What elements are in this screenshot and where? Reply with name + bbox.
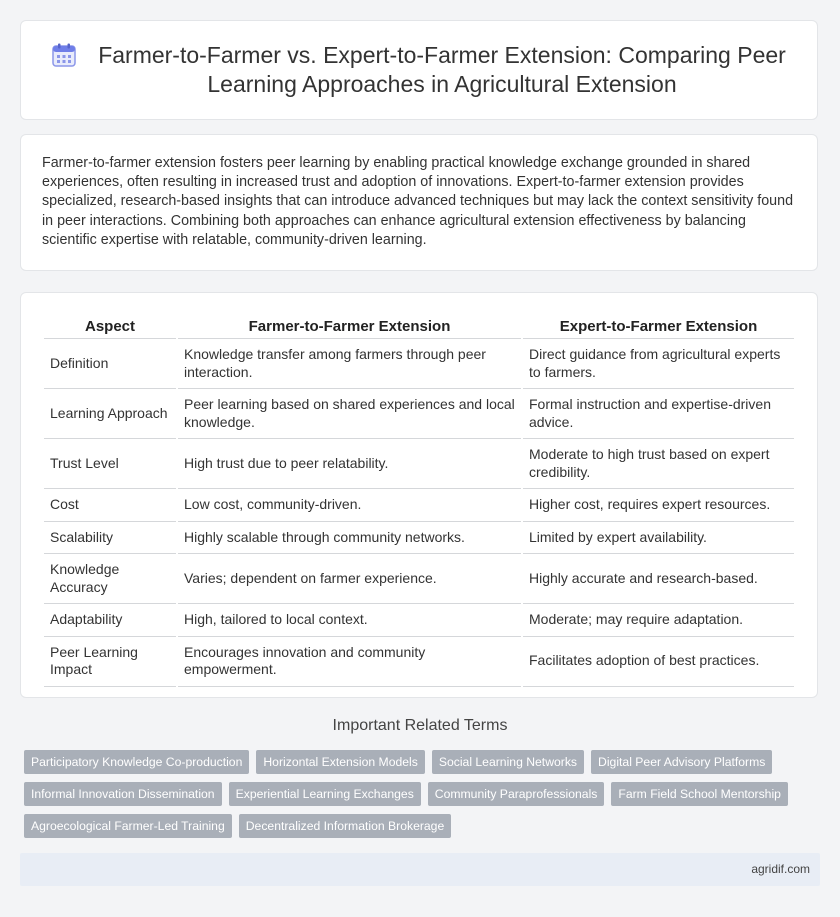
- related-term-tag[interactable]: Decentralized Information Brokerage: [239, 814, 452, 838]
- table-row: [44, 389, 794, 439]
- related-term-tag[interactable]: Experiential Learning Exchanges: [229, 782, 421, 806]
- related-terms-heading: Important Related Terms: [332, 717, 508, 734]
- related-term-tag[interactable]: Horizontal Extension Models: [256, 750, 424, 774]
- expert-cell: Limited by expert availability.: [523, 522, 794, 555]
- related-terms-list: [24, 750, 824, 838]
- expert-cell: Facilitates adoption of best practices.: [523, 637, 794, 687]
- expert-cell: Higher cost, requires expert resources.: [523, 489, 794, 522]
- comparison-card: [20, 292, 818, 698]
- related-term-tag[interactable]: Social Learning Networks: [432, 750, 584, 774]
- intro-card: [20, 134, 818, 271]
- table-row: [44, 637, 794, 687]
- expert-cell: Moderate; may require adaptation.: [523, 604, 794, 637]
- table-header-row: [44, 310, 794, 339]
- intro-paragraph: Farmer-to-farmer extension fosters peer learning by enabling practical knowledge exchange grounded in shared experiences, often resulting in increased trust and adoption of innovations. Expert-to-farmer extension provides specialized, research-based insights that can introduce advanced techniques but may lack the context sensitivity found in peer interactions. Combining both approaches can enhance agricultural extension effectiveness by balancing scientific expertise with relatable, community-driven learning.: [42, 155, 794, 248]
- aspect-cell: Scalability: [44, 522, 176, 555]
- related-term-tag[interactable]: Community Paraprofessionals: [428, 782, 605, 806]
- comparison-table: [42, 310, 796, 687]
- related-term-tag[interactable]: Participatory Knowledge Co-production: [24, 750, 249, 774]
- calendar-icon: [51, 42, 77, 68]
- aspect-cell: Knowledge Accuracy: [44, 554, 176, 604]
- related-term-tag[interactable]: Farm Field School Mentorship: [611, 782, 788, 806]
- aspect-cell: Trust Level: [44, 439, 176, 489]
- farmer-cell: Knowledge transfer among farmers through peer interaction.: [178, 339, 521, 389]
- farmer-cell: Encourages innovation and community empowerment.: [178, 637, 521, 687]
- related-term-tag[interactable]: Agroecological Farmer-Led Training: [24, 814, 232, 838]
- aspect-cell: Adaptability: [44, 604, 176, 637]
- table-row: [44, 489, 794, 522]
- page-title: Farmer-to-Farmer vs. Expert-to-Farmer Extension: Comparing Peer Learning Approaches in Agricultural Extension: [98, 42, 786, 97]
- table-row: [44, 522, 794, 555]
- expert-cell: Formal instruction and expertise-driven advice.: [523, 389, 794, 439]
- farmer-cell: High trust due to peer relatability.: [178, 439, 521, 489]
- expert-cell: Moderate to high trust based on expert credibility.: [523, 439, 794, 489]
- farmer-cell: Varies; dependent on farmer experience.: [178, 554, 521, 604]
- aspect-cell: Peer Learning Impact: [44, 637, 176, 687]
- table-row: [44, 339, 794, 389]
- title-card: [20, 20, 818, 120]
- aspect-cell: Cost: [44, 489, 176, 522]
- farmer-cell: High, tailored to local context.: [178, 604, 521, 637]
- footer-site-link[interactable]: agridif.com: [751, 862, 810, 876]
- table-row: [44, 554, 794, 604]
- related-term-tag[interactable]: Digital Peer Advisory Platforms: [591, 750, 772, 774]
- farmer-cell: Peer learning based on shared experiences and local knowledge.: [178, 389, 521, 439]
- footer: [20, 853, 820, 886]
- table-row: [44, 439, 794, 489]
- aspect-cell: Definition: [44, 339, 176, 389]
- header-aspect: Aspect: [44, 310, 176, 339]
- header-expert-to-farmer: Expert-to-Farmer Extension: [523, 310, 794, 339]
- farmer-cell: Highly scalable through community networks.: [178, 522, 521, 555]
- table-row: [44, 604, 794, 637]
- aspect-cell: Learning Approach: [44, 389, 176, 439]
- header-farmer-to-farmer: Farmer-to-Farmer Extension: [178, 310, 521, 339]
- expert-cell: Highly accurate and research-based.: [523, 554, 794, 604]
- related-term-tag[interactable]: Informal Innovation Dissemination: [24, 782, 222, 806]
- farmer-cell: Low cost, community-driven.: [178, 489, 521, 522]
- expert-cell: Direct guidance from agricultural experts to farmers.: [523, 339, 794, 389]
